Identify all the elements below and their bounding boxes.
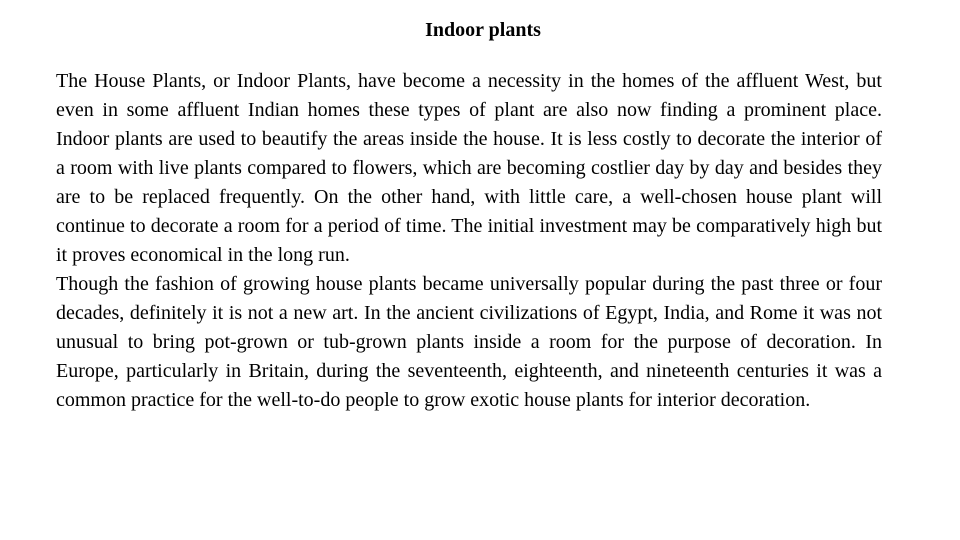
paragraph-house-plants-history: Though the fashion of growing house plants became universally popular during the past three or four decades, definitely it is not a new art. In the ancient civilizations of Egypt, India, and Rome it was not unusual to bring pot-grown or tub-grown plants inside a room for the purpose of decoration. In Europe, particularly in Britain, during the seventeenth, eighteenth, and nineteenth centuries it was a common practice for the well-to-do people to grow exotic house plants for interior decoration. bbox=[56, 273, 882, 411]
document-title: Indoor plants bbox=[425, 19, 541, 41]
paragraph-house-plants-intro: The House Plants, or Indoor Plants, have become a necessity in the homes of the affluent West, but even in some affluent Indian homes these types of plant are also now finding a prominent place. Indoor plants are used to beautify the areas inside the house. It is less costly to decorate the interior of a room with live plants compared to flowers, which are becoming costlier day by day and besides they are to be replaced frequently. On the other hand, with little care, a well-chosen house plant will continue to decorate a room for a period of time. The initial investment may be comparatively high but it proves economical in the long run. bbox=[56, 70, 882, 266]
document-body bbox=[56, 67, 882, 415]
